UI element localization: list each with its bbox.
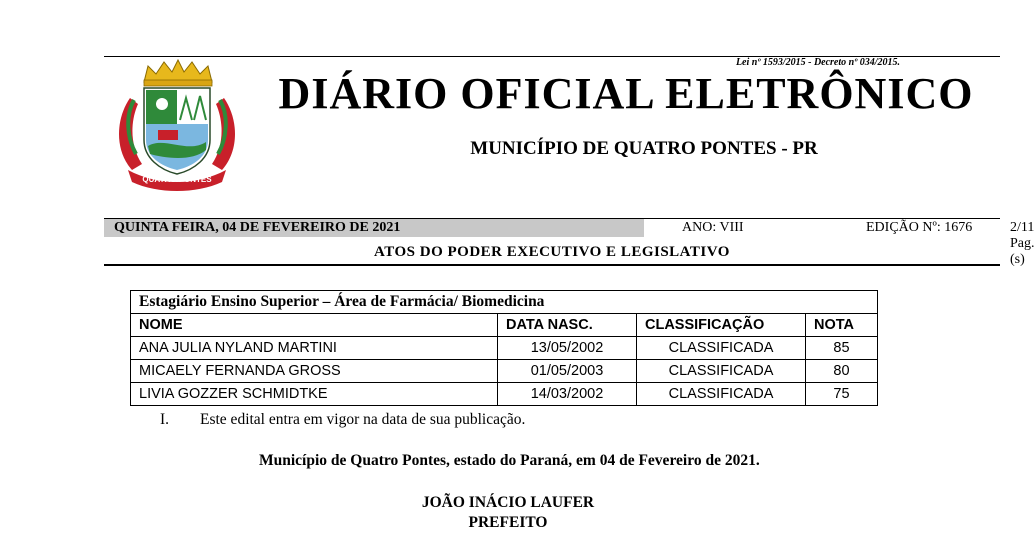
table-caption-row xyxy=(131,291,878,314)
edition-number: EDIÇÃO Nº: 1676 xyxy=(866,220,973,235)
table-caption: Estagiário Ensino Superior – Área de Farmácia/ Biomedicina xyxy=(131,291,878,314)
gazette-title: DIÁRIO OFICIAL ELETRÔNICO xyxy=(278,69,974,118)
cell-classification: CLASSIFICADA xyxy=(637,383,806,406)
cell-birthdate: 01/05/2003 xyxy=(498,360,637,383)
table-row xyxy=(131,337,878,360)
edition-year: ANO: VIII xyxy=(682,220,744,235)
clause-text: Este edital entra em vigor na data de sua publicação. xyxy=(200,411,526,428)
column-header-name: NOME xyxy=(131,314,498,337)
page-count: 2/11 Pag.(s) xyxy=(1010,220,1035,267)
table-header-row xyxy=(131,314,878,337)
cell-classification: CLASSIFICADA xyxy=(637,337,806,360)
cell-score: 80 xyxy=(806,360,878,383)
table-row xyxy=(131,360,878,383)
column-header-birthdate: DATA NASC. xyxy=(498,314,637,337)
table-row xyxy=(131,383,878,406)
cell-classification: CLASSIFICADA xyxy=(637,360,806,383)
column-header-score: NOTA xyxy=(806,314,878,337)
signatory-name: JOÃO INÁCIO LAUFER xyxy=(421,494,595,511)
law-reference: Lei nº 1593/2015 - Decreto nº 034/2015. xyxy=(735,57,900,68)
cell-score: 75 xyxy=(806,383,878,406)
municipal-crest-icon xyxy=(108,58,246,192)
column-header-classification: CLASSIFICAÇÃO xyxy=(637,314,806,337)
signatory-role: PREFEITO xyxy=(468,514,548,531)
cell-name: ANA JULIA NYLAND MARTINI xyxy=(131,337,498,360)
place-date-line: Município de Quatro Pontes, estado do Paraná, em 04 de Fevereiro de 2021. xyxy=(259,452,760,469)
section-title: ATOS DO PODER EXECUTIVO E LEGISLATIVO xyxy=(374,244,730,260)
cell-score: 85 xyxy=(806,337,878,360)
cell-name: LIVIA GOZZER SCHMIDTKE xyxy=(131,383,498,406)
clause-item xyxy=(160,411,525,429)
cell-birthdate: 13/05/2002 xyxy=(498,337,637,360)
cell-name: MICAELY FERNANDA GROSS xyxy=(131,360,498,383)
results-table xyxy=(130,290,878,406)
cell-birthdate: 14/03/2002 xyxy=(498,383,637,406)
section-rule xyxy=(104,264,1000,266)
edition-date: QUINTA FEIRA, 04 DE FEVEREIRO DE 2021 xyxy=(114,220,401,235)
crest-ribbon-text: QUATRO PONTES xyxy=(142,175,212,184)
clause-number: I. xyxy=(160,411,170,428)
municipality-name: MUNICÍPIO DE QUATRO PONTES - PR xyxy=(470,138,818,159)
